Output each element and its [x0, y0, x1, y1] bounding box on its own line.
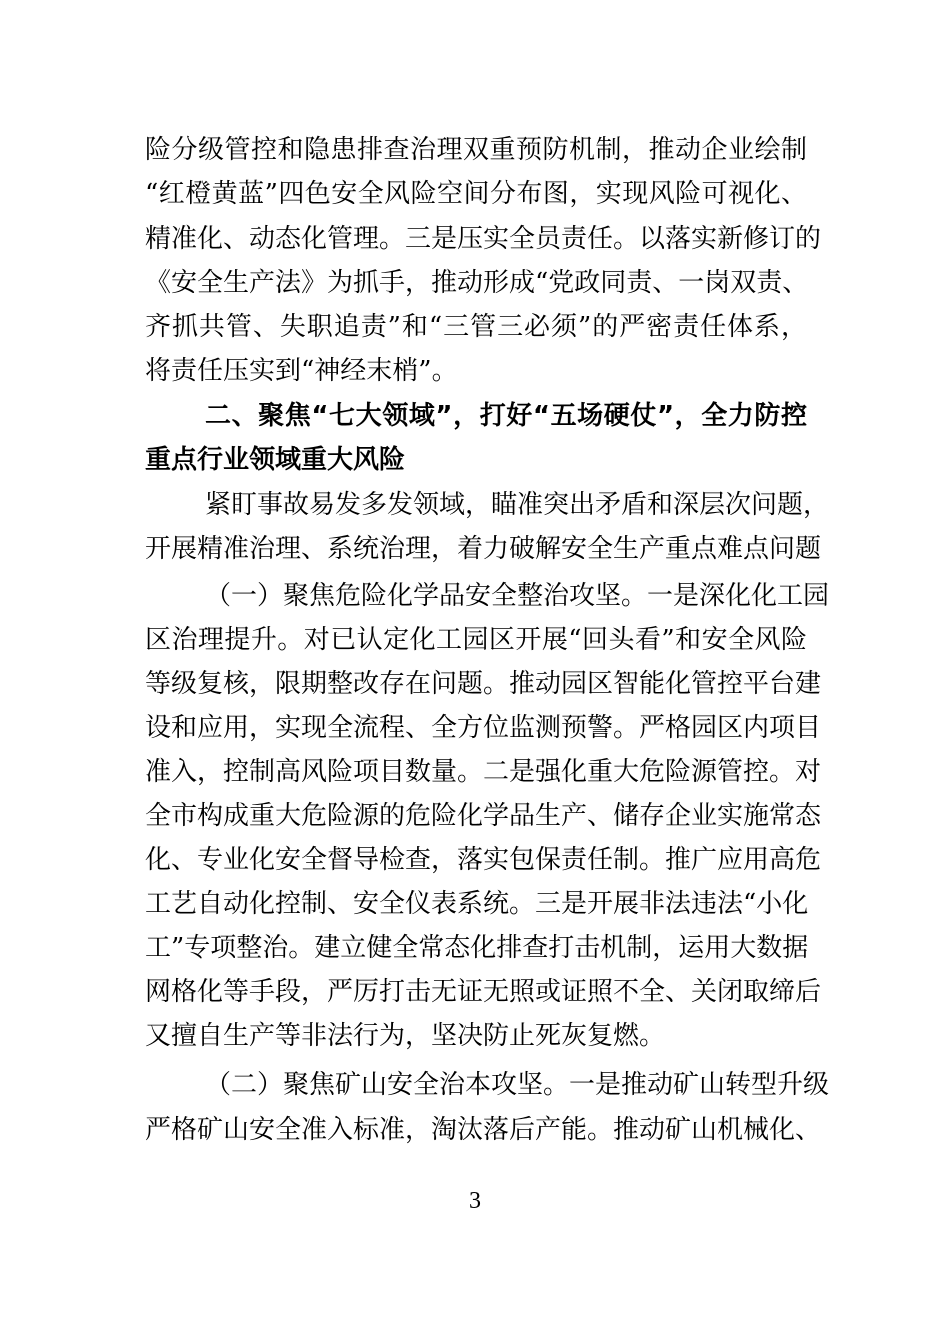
body-text-line: 精准化、动态化管理。三是压实全员责任。以落实新修订的 — [145, 224, 822, 254]
body-text-line: 紧盯事故易发多发领域，瞄准突出矛盾和深层次问题， — [205, 490, 830, 520]
body-text-line: 严格矿山安全准入标准，淘汰落后产能。推动矿山机械化、 — [145, 1115, 822, 1145]
subsection-heading: （一）聚焦危险化学品安全整治攻坚。一是深化化工园 — [205, 581, 830, 611]
body-text-line: 化、专业化安全督导检查，落实包保责任制。推广应用高危 — [145, 845, 822, 875]
body-text-line: “红橙黄蓝”四色安全风险空间分布图，实现风险可视化、 — [145, 179, 807, 209]
body-text-line: 等级复核，限期整改存在问题。推动园区智能化管控平台建 — [145, 669, 822, 699]
body-text-line: 工艺自动化控制、安全仪表系统。三是开展非法违法“小化 — [145, 889, 809, 919]
subsection-heading: （二）聚焦矿山安全治本攻坚。一是推动矿山转型升级 — [205, 1070, 830, 1100]
body-text-line: 全市构成重大危险源的危险化学品生产、储存企业实施常态 — [145, 801, 822, 831]
section-heading: 二、聚焦“七大领域”，打好“五场硬仗”，全力防控 — [205, 401, 807, 431]
body-text-line: 又擅自生产等非法行为，坚决防止死灰复燃。 — [145, 1021, 666, 1051]
body-text-line: 齐抓共管、失职追责”和“三管三必须”的严密责任体系， — [145, 312, 807, 342]
body-text-line: 工”专项整治。建立健全常态化排查打击机制，运用大数据 — [145, 933, 809, 963]
section-heading: 重点行业领域重大风险 — [145, 445, 406, 475]
body-text-line: 险分级管控和隐患排查治理双重预防机制，推动企业绘制 — [145, 135, 807, 165]
body-text-line: 准入，控制高风险项目数量。二是强化重大危险源管控。对 — [145, 757, 822, 787]
body-text-line: 区治理提升。对已认定化工园区开展“回头看”和安全风险 — [145, 625, 807, 655]
body-text-line: 设和应用，实现全流程、全方位监测预警。严格园区内项目 — [145, 713, 822, 743]
body-text-line: 网格化等手段，严厉打击无证无照或证照不全、关闭取缔后 — [145, 977, 822, 1007]
body-text-line: 《安全生产法》为抓手，推动形成“党政同责、一岗双责、 — [145, 268, 809, 298]
body-text-line: 开展精准治理、系统治理，着力破解安全生产重点难点问题 — [145, 534, 822, 564]
page-number: 3 — [469, 1188, 481, 1214]
body-text-line: 将责任压实到“神经末梢”。 — [145, 356, 458, 386]
